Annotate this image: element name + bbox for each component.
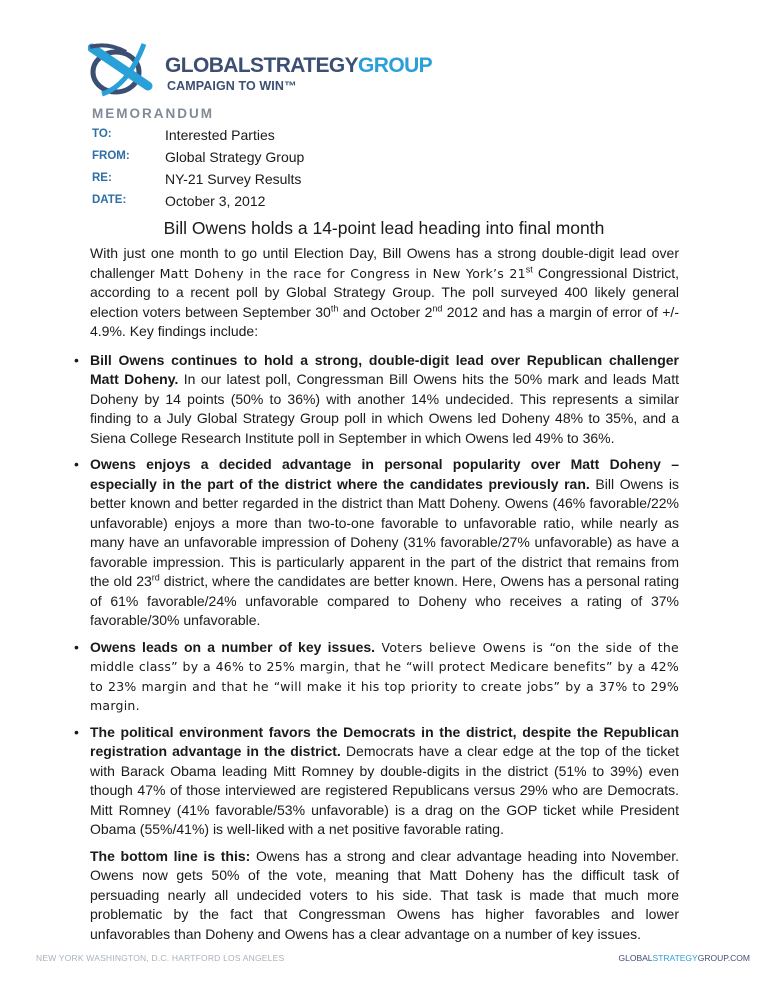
intro-paragraph: With just one month to go until Election Day, Bill Owens has a strong double-digit lead over challenger Matt Doheny in the race for Congress in New York’s 21st Congressional District, according to a recent poll by Global Strategy Group. The poll surveyed 400 likely general election voters between September 30th and October 2nd 2012 and has a margin of error of +/- 4.9%. Key findings include:	[90, 245, 680, 339]
globe-swoosh-icon	[88, 38, 158, 102]
logo-wordmark: GLOBALSTRATEGYGROUP	[165, 54, 433, 77]
footer-website-link[interactable]: GLOBALSTRATEGYGROUP.COM	[618, 953, 750, 963]
footer-cities: NEW YORK WASHINGTON, D.C. HARTFORD LOS ANGELES	[36, 953, 285, 963]
memo-date-value: October 3, 2012	[165, 193, 266, 209]
finding-lead: • Bill Owens continues to hold a strong, double-digit lead over Republican challenger Matt Doheny. In our latest poll, Congressman Bill Owens hits the 50% mark and leads Matt Doheny by 14 points (50% to 36%) with another 14% undecided. This represents a similar finding to a July Global Strategy Group poll in which Owens led Doheny 48% to 35%, and a Siena College Research Institute poll in September in which Owens led 49% to 36%.	[90, 351, 679, 449]
finding-popularity: • Owens enjoys a decided advantage in personal popularity over Matt Doheny – especially in the part of the district where the candidates previously ran. Bill Owens is better known and better regarded in the district than Matt Doheny. Owens (46% favorable/22% unfavorable) enjoys a more than two-to-one favorable to unfavorable ratio, while nearly as many have an unfavorable impression of Doheny (31% favorable/27% unfavorable) as have a favorable impression. This is particularly apparent in the part of the district that remains from the old 23rd district, where the candidates are better known. Here, Owens has a personal rating of 61% favorable/24% unfavorable compared to Doheny who receives a rating of 37% favorable/30% unfavorable.	[90, 455, 679, 631]
memo-headline: Bill Owens holds a 14-point lead heading into final month	[163, 218, 605, 238]
memo-re-value: NY-21 Survey Results	[165, 171, 302, 187]
memo-re-label: RE:	[92, 172, 112, 184]
memo-to-label: TO:	[92, 128, 112, 140]
finding-environment: • The political environment favors the Democrats in the district, despite the Republican registration advantage in the district. Democrats have a clear edge at the top of the ticket with Barack Obama leading Mitt Romney by double-digits in the district (51% to 39%) even though 47% of those interviewed are registered Republicans versus 29% who are Democrats. Mitt Romney (41% favorable/53% unfavorable) is a drag on the GOP ticket while President Obama (55%/41%) is well-liked with a net positive favorable rating.	[90, 723, 679, 840]
logo-tagline: CAMPAIGN TO WIN™	[167, 79, 297, 93]
company-logo	[88, 38, 433, 102]
memo-from-label: FROM:	[92, 150, 130, 162]
memo-body	[90, 244, 679, 944]
memo-date-label: DATE:	[92, 194, 127, 206]
bottom-line-paragraph: The bottom line is this: Owens has a strong and clear advantage heading into November. Owens now gets 50% of the vote, meaning that Matt Doheny has the difficult task of persuading nearly all undecided voters to his side. That task is made that much more problematic by the fact that Congressman Owens has higher favorables and lower unfavorables than Doheny and Owens has a clear advantage on a number of key issues.	[90, 847, 679, 942]
memo-from-value: Global Strategy Group	[165, 149, 305, 165]
finding-issues: • Owens leads on a number of key issues. Voters believe Owens is “on the side of the middle class” by a 46% to 25% margin, that he “will protect Medicare benefits” by a 42% to 23% margin and that he “will make it his top priority to create jobs” by a 37% to 29% margin.	[90, 638, 679, 716]
key-findings-list	[90, 351, 679, 840]
memo-title: MEMORANDUM	[92, 106, 214, 121]
memo-to-value: Interested Parties	[165, 127, 275, 143]
